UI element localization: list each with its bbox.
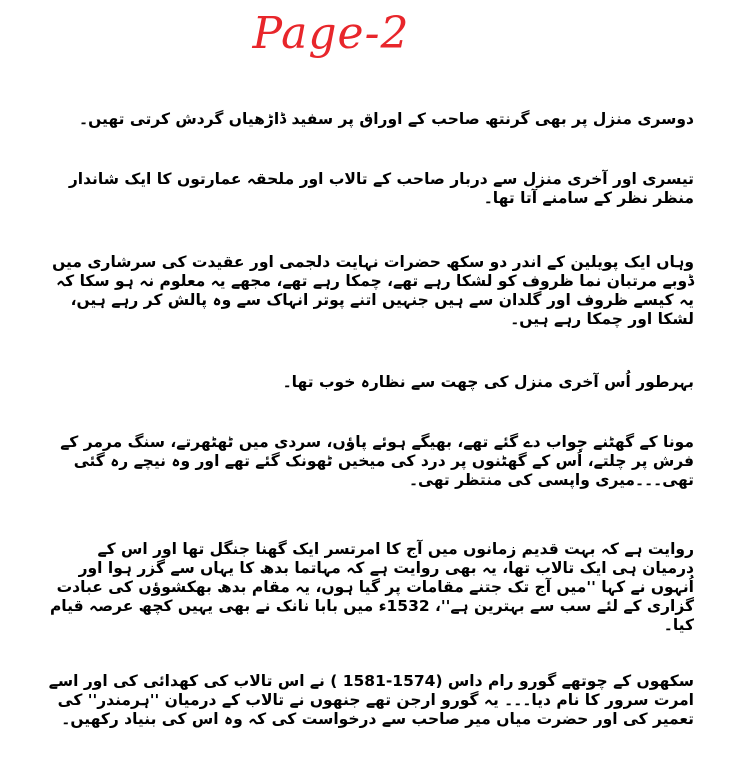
- paragraph-pavilion: وہاں ایک پویلین کے اندر دو سکھ حضرات نہایت دلجمی اور عقیدت کی سرشاری میں ڈوبے مرتبان نما ظروف کو لشکا رہے تھے، چمکا رہے تھے، مجھے یہ معلوم نہ ہو سکا کہ یہ کیسے ظروف اور گلدان سے ہیں جنہیں اتنے پوتر انہاک سے وہ پالش کر رہے ہیں، لشکا اور چمکا رہے ہیں۔: [52, 253, 694, 328]
- paragraph-second-floor: دوسری منزل پر بھی گرنتھ صاحب کے اوراق پر سفید ڈاڑھیاں گردش کرتی تھیں۔: [79, 110, 694, 128]
- paragraph-guru-ram-das: سکھوں کے چوتھے گورو رام داس (1574-1581 ) نے اس تالاب کی کھدائی کی اور اسے امرت سرور کا نام دیا۔۔۔ یہ گورو ارجن تھے جنھوں نے تالاب کے درمیان ''ہرمندر'' کی تعمیر کی اور حضرت میاں میر صاحب سے درخواست کی کہ وہ اس کی بنیاد رکھیں۔: [48, 672, 694, 728]
- paragraph-legend: روایت ہے کہ بہت قدیم زمانوں میں آج کا امرتسر ایک گھنا جنگل تھا اور اس کے درمیان ہی ایک تالاب تھا، یہ بھی روایت ہے کہ مہاتما بدھ کا یہاں سے گزر ہوا اور اُنہوں نے کہا ''میں آج تک جتنے مقامات پر گیا ہوں، یہ مقام بدھ بھکشوؤں کی عبادت گزاری کے لئے سب سے بہترین ہے''، 1532ء میں بابا نانک نے بھی یہیں کچھ عرصہ قیام کیا۔: [49, 540, 694, 634]
- page-heading: Page-2: [252, 8, 410, 59]
- paragraph-third-floor-view: تیسری اور آخری منزل سے دربار صاحب کے تالاب اور ملحقہ عمارتوں کا ایک شاندار منظر نظر کے سامنے آتا تھا۔: [68, 170, 694, 207]
- paragraph-mona-knees: مونا کے گھٹنے جواب دے گئے تھے، بھیگے ہوئے پاؤں، سردی میں ٹھٹھرتے، سنگ مرمر کے فرش پر چلتے، اُس کے گھٹنوں پر درد کی میخیں ٹھونک گئے تھے اور وہ نیچے رہ گئی تھی۔۔۔میری واپسی کی منتظر تھی۔: [60, 433, 694, 489]
- paragraph-rooftop-view: بہرطور اُس آخری منزل کی چھت سے نظارہ خوب تھا۔: [282, 373, 694, 391]
